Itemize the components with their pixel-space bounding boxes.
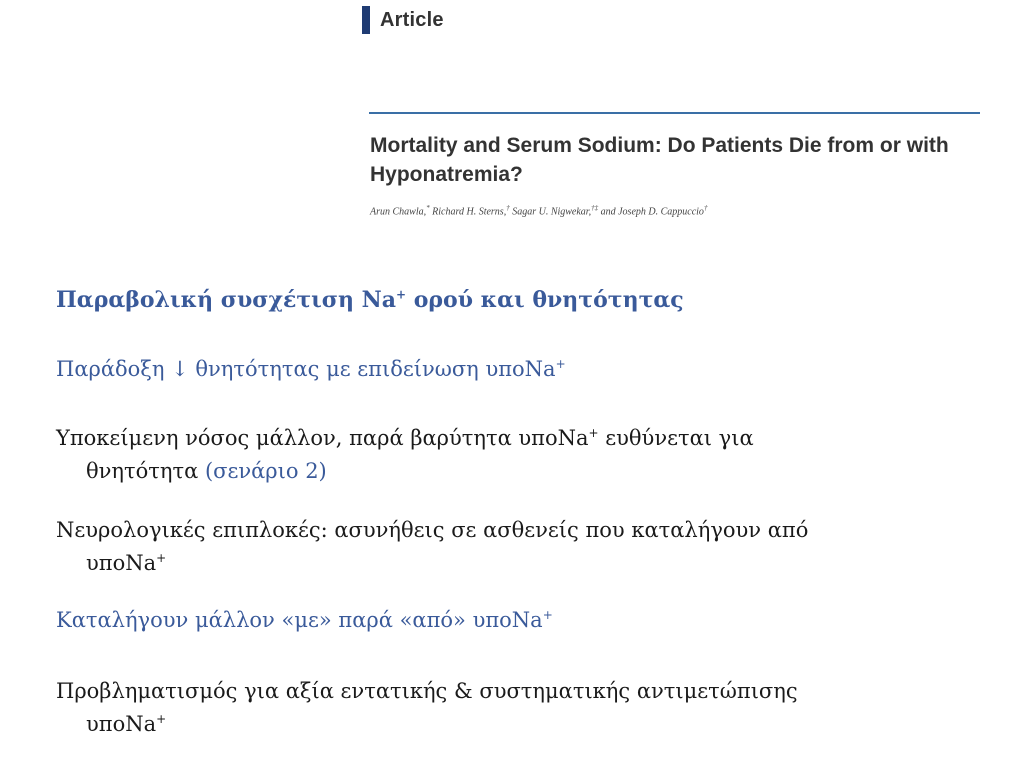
author-2: Richard H. Sterns, xyxy=(429,206,507,218)
point-neuro-cont-text: υποNa xyxy=(86,551,157,575)
paper-authors xyxy=(370,204,980,217)
point-underlying-sup: + xyxy=(588,426,599,440)
author-1: Arun Chawla, xyxy=(370,206,427,218)
point-underlying-continuation xyxy=(56,455,956,488)
point-neuro-continuation xyxy=(56,547,956,580)
author-2-mark: † xyxy=(506,204,510,212)
point-underlying-text: Υποκείμενη νόσος μάλλον, παρά βαρύτητα υποNa xyxy=(56,426,589,450)
point-underlying-cont-text: θνητότητα xyxy=(86,459,205,483)
article-tag xyxy=(362,6,444,34)
point-paradox-sup: + xyxy=(555,357,566,371)
point-die-with-text: Καταλήγουν μάλλον «με» παρά «από» υποNa xyxy=(56,608,543,632)
author-4-mark: † xyxy=(703,204,708,212)
slide-heading-sup: + xyxy=(396,287,407,302)
point-neuro-complications xyxy=(56,514,956,580)
point-die-with xyxy=(56,604,956,637)
slide-heading-post: ορού και θνητότητας xyxy=(406,287,684,313)
point-neuro-sup: + xyxy=(156,551,167,565)
scenario-reference: (σενάριο 2) xyxy=(204,459,327,483)
paper-title: Mortality and Serum Sodium: Do Patients Die from or with Hyponatremia? xyxy=(370,134,949,186)
point-underlying-disease xyxy=(56,422,956,488)
point-treatment-text: Προβληματισμός για αξία εντατικής & συστηματικής αντιμετώπισης xyxy=(56,679,798,703)
point-treatment-sup: + xyxy=(156,712,167,726)
author-3: Sagar U. Nigwekar, xyxy=(509,206,592,218)
header-rule xyxy=(369,112,980,114)
slide-heading-pre: Παραβολική συσχέτιση Na xyxy=(56,287,397,313)
author-3-mark: †‡ xyxy=(591,204,599,212)
point-underlying-post: ευθύνεται για xyxy=(598,426,754,450)
author-4: and Joseph D. Cappuccio xyxy=(598,206,704,218)
article-tag-bar xyxy=(362,6,370,34)
point-die-with-sup: + xyxy=(542,608,553,622)
point-treatment-continuation xyxy=(56,708,956,741)
point-paradox-text: Παράδοξη ↓ θνητότητας με επιδείνωση υποNa xyxy=(56,357,556,381)
point-paradox xyxy=(56,353,956,386)
author-1-mark: * xyxy=(426,204,430,212)
point-treatment-cont-text: υποNa xyxy=(86,712,157,736)
article-tag-label: Article xyxy=(380,8,444,31)
slide-heading xyxy=(56,287,684,313)
point-treatment-value xyxy=(56,675,956,741)
point-neuro-text: Νευρολογικές επιπλοκές: ασυνήθεις σε ασθενείς που καταλήγουν από xyxy=(56,518,809,542)
